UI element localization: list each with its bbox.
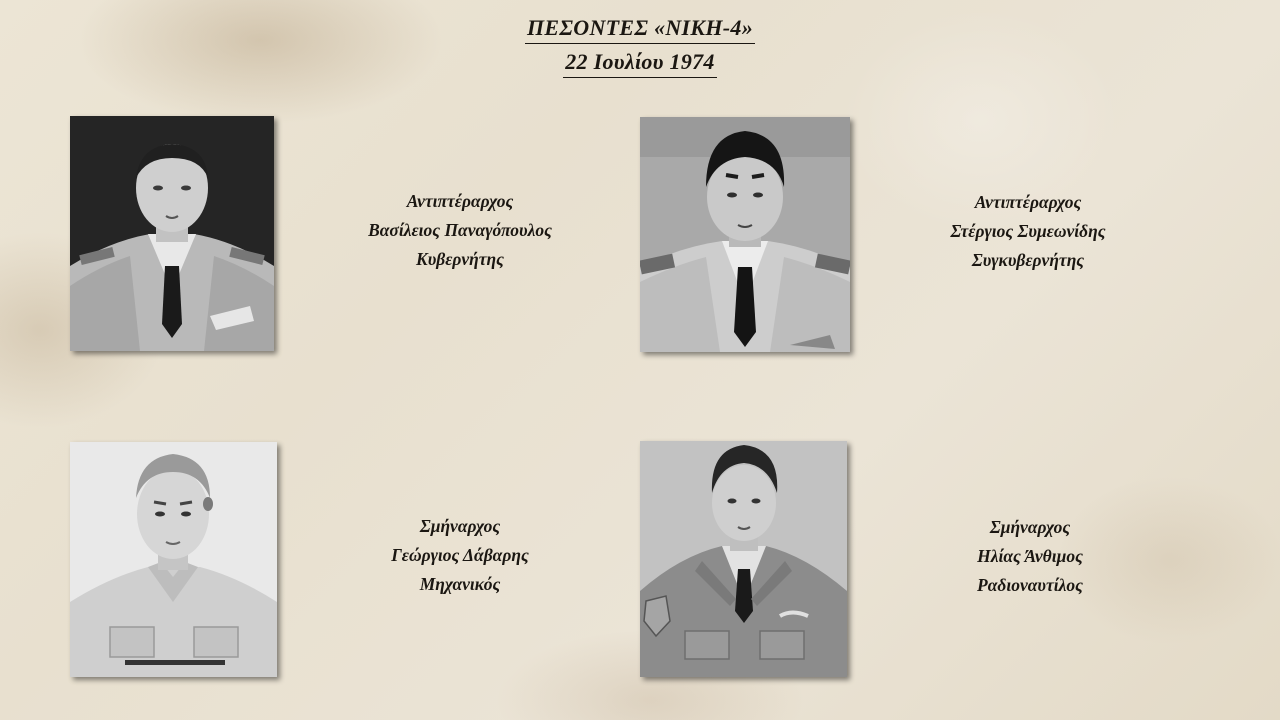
page-date: 22 Ιουλίου 1974 [563, 48, 717, 78]
portrait-photo-3 [70, 442, 277, 677]
crew-rank: Σμήναρχος [989, 517, 1071, 537]
portrait-photo-2 [640, 117, 850, 352]
crew-caption-1 [320, 187, 600, 274]
page-header [0, 14, 1280, 82]
crew-name: Στέργιος Συμεωνίδης [950, 221, 1106, 241]
crew-rank: Αντιπτέραρχος [974, 192, 1082, 212]
crew-name: Ηλίας Άνθιμος [977, 546, 1083, 566]
page-title: ΠΕΣΟΝΤΕΣ «ΝΙΚΗ-4» [525, 14, 755, 44]
crew-role: Μηχανικός [419, 574, 501, 594]
crew-caption-4 [890, 513, 1170, 600]
crew-role: Ραδιοναυτίλος [977, 575, 1083, 595]
portrait-photo-1 [70, 116, 274, 351]
crew-caption-3 [320, 512, 600, 599]
crew-role: Κυβερνήτης [416, 249, 504, 269]
crew-name: Γεώργιος Δάβαρης [391, 545, 529, 565]
crew-name: Βασίλειος Παναγόπουλος [368, 220, 552, 240]
crew-caption-2 [888, 188, 1168, 275]
crew-role: Συγκυβερνήτης [971, 250, 1085, 270]
crew-rank: Αντιπτέραρχος [406, 191, 514, 211]
portrait-photo-4 [640, 441, 847, 677]
crew-rank: Σμήναρχος [419, 516, 501, 536]
